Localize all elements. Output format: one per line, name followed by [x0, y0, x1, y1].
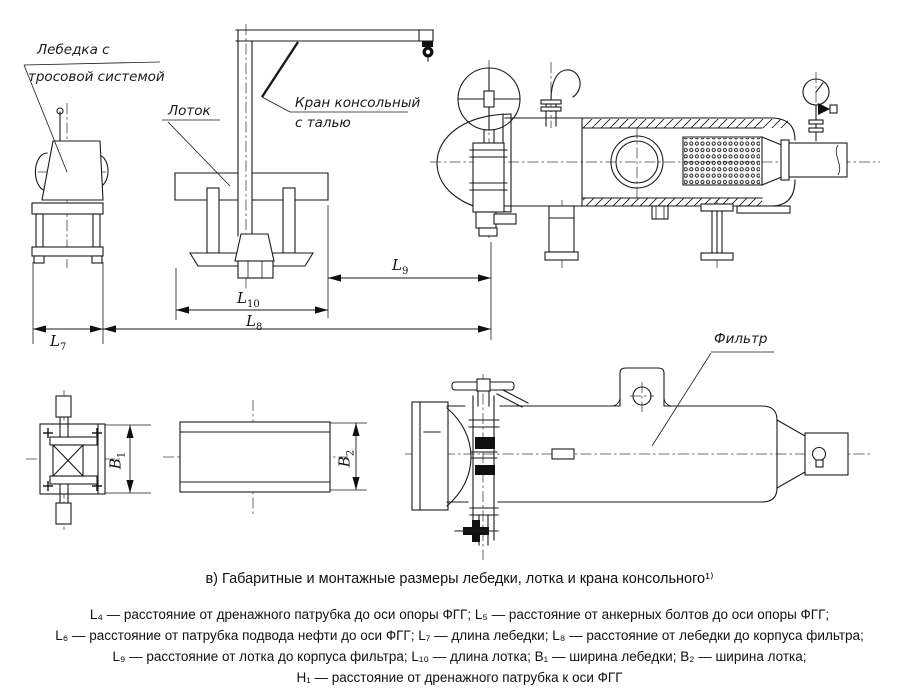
legend-line-2: L₆ — расстояние от патрубка подвода нефти до оси ФГГ; L₇ — длина лебедки; L₈ — расстояние от лебедки до корпуса фильтра;: [55, 628, 864, 643]
filter-callout: Фильтр: [714, 331, 768, 347]
perforated-basket: [683, 137, 789, 185]
dim-label-B2: $B_2$: [335, 449, 357, 468]
dim-label-L7: $L_7$: [50, 332, 67, 353]
crane-callout-line1: Кран консольный: [295, 95, 421, 111]
winch-top-view: [26, 390, 151, 530]
pressure-gauge-icon: [803, 79, 837, 140]
legend-line-3: L₉ — расстояние от лотка до корпуса фильтра; L₁₀ — длина лотка; B₁ — ширина лебедки; B₂ — ширина лотка;: [112, 649, 807, 664]
legend-line-1: L₄ — расстояние от дренажного патрубка до оси опоры ФГГ; L₅ — расстояние от анкерных болтов до оси опоры ФГГ;: [89, 607, 830, 622]
dim-label-L10: $L_{10}$: [237, 289, 260, 310]
hoist-trolley-icon: [422, 41, 434, 61]
tray-callout: Лоток: [168, 103, 211, 119]
winch-front-view: [32, 103, 108, 268]
dim-label-B1: $B_1$: [106, 451, 128, 470]
vessel-supports: [545, 204, 790, 260]
filter-bottom-view: [405, 368, 872, 560]
dim-label-L8: $L_8$: [246, 312, 263, 333]
dim-label-L9: $L_9$: [392, 256, 409, 277]
legend-line-4: H₁ — расстояние от дренажного патрубка к оси ФГГ: [296, 670, 623, 685]
crane-callout-line2: с талью: [295, 115, 351, 131]
filter-side-view: [430, 60, 880, 268]
figure-caption: в) Габаритные и монтажные размеры лебедки, лотка и крана консольного¹⁾: [205, 571, 714, 587]
outlet-nozzle: [781, 140, 847, 180]
lug-bracket: [613, 368, 671, 406]
bottom-valve-assembly: [452, 379, 528, 545]
winch-callout-line2: тросовой системой: [28, 69, 165, 85]
winch-callout-line1: Лебедка с: [37, 42, 110, 58]
